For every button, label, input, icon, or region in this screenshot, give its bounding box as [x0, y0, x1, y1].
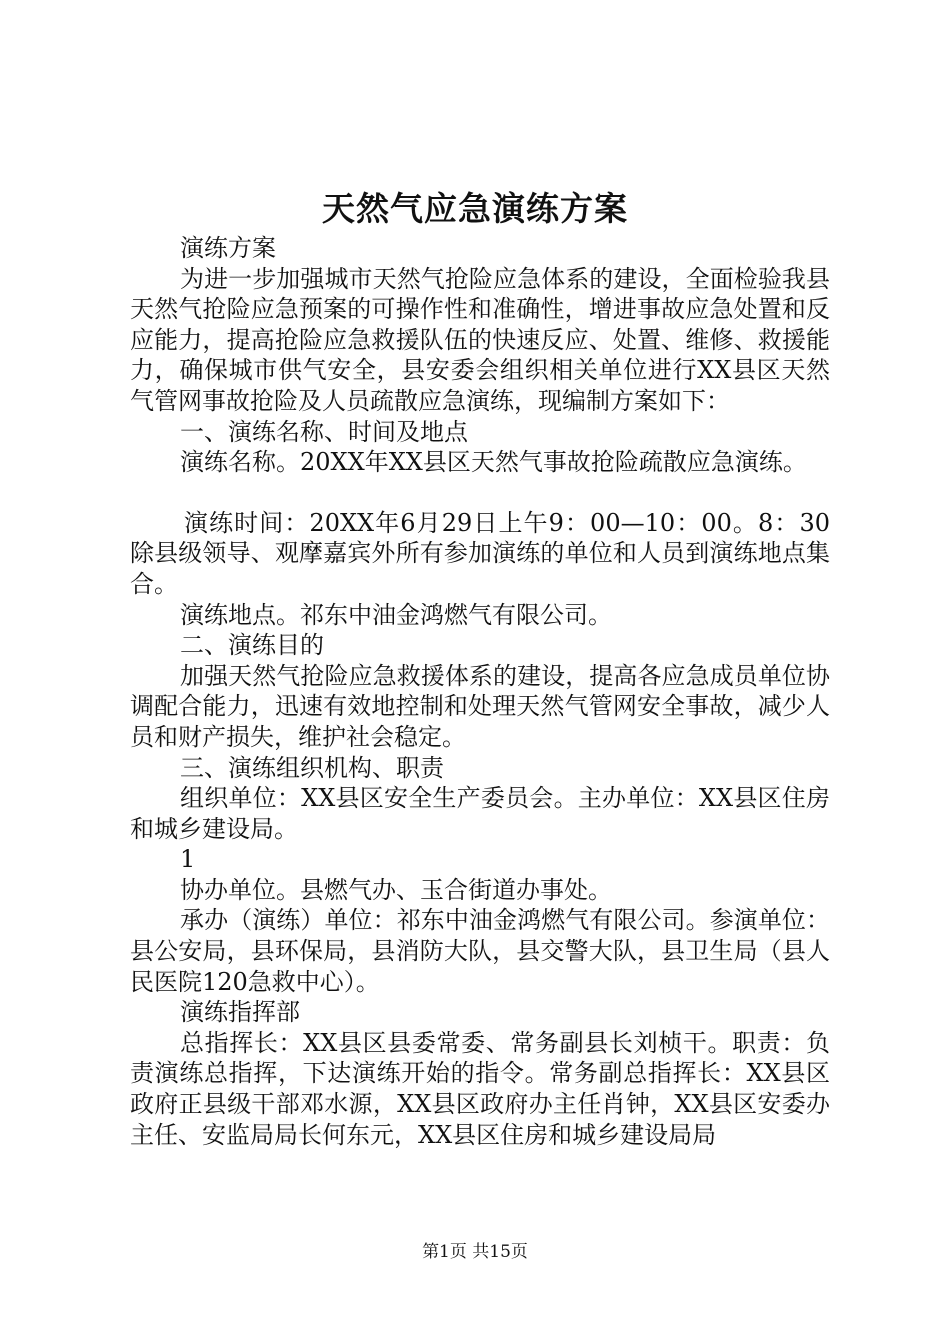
section-heading-3: 三、演练组织机构、职责 — [180, 753, 444, 782]
paragraph-command-heading: 演练指挥部 — [180, 998, 300, 1027]
paragraph-intro: 为进一步加强城市天然气抢险应急体系的建设，全面检验我县天然气抢险应急预案的可操作性和准确性，增进事故应急处置和反应能力，提高抢险应急救援队伍的快速反应、处置、维修、救援能力，确保城市供气安全，县安委会组织相关单位进行XX县区天然气管网事故抢险及人员疏散应急演练，现编制方案如下： — [130, 264, 830, 415]
paragraph-drill-purpose: 加强天然气抢险应急救援体系的建设，提高各应急成员单位协调配合能力，迅速有效地控制和处理天然气管网安全事故，减少人员和财产损失，维护社会稳定。 — [130, 661, 830, 751]
paragraph-drill-time: 演练时间：20XX年6月29日上午9：00—10：00。8：30除县级领导、观摩嘉宾外所有参加演练的单位和人员到演练地点集合。 — [130, 508, 830, 598]
paragraph-heading-plan: 演练方案 — [180, 234, 276, 262]
section-heading-2: 二、演练目的 — [180, 631, 324, 660]
page-footer: 第1页 共15页 — [422, 1242, 528, 1262]
section-heading-1: 一、演练名称、时间及地点 — [180, 417, 468, 446]
paragraph-drill-location: 演练地点。祁东中油金鸿燃气有限公司。 — [180, 600, 612, 629]
paragraph-drill-name: 演练名称。20XX年XX县区天然气事故抢险疏散应急演练。 — [180, 448, 807, 477]
paragraph-co-organizer: 协办单位。县燃气办、玉合街道办事处。 — [180, 875, 612, 904]
paragraph-host-unit: 承办（演练）单位：祁东中油金鸿燃气有限公司。参演单位：县公安局，县环保局，县消防大队，县交警大队，县卫生局（县人民医院120急救中心）。 — [130, 906, 830, 996]
inline-page-number: 1 — [180, 845, 196, 874]
paragraph-commander: 总指挥长：XX县区县委常委、常务副县长刘桢干。职责：负责演练总指挥，下达演练开始的指令。常务副总指挥长：XX县区政府正县级干部邓水源，XX县区政府办主任肖钟，XX县区安委办主任、安监局局长何东元，XX县区住房和城乡建设局局 — [130, 1028, 830, 1149]
paragraph-organizer: 组织单位：XX县区安全生产委员会。主办单位：XX县区住房和城乡建设局。 — [130, 784, 830, 843]
document-body — [130, 233, 830, 1150]
document-title: 天然气应急演练方案 — [322, 189, 628, 228]
